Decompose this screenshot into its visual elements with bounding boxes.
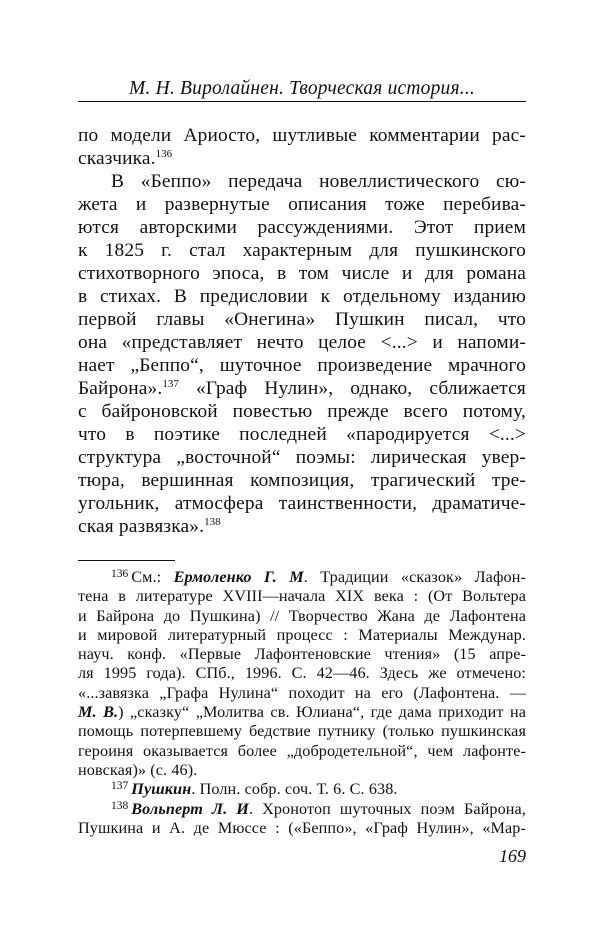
footnote-136-line: и мировой литературный процесс : Материалы Междунар. [78,625,526,644]
footnote-136-line [78,703,526,722]
footnote-number: 137 [111,780,129,793]
text-line: угольник, атмосфера таинственности, драматиче- [78,493,526,514]
footnote-text: . Полн. собр. соч. Т. 6. С. 638. [191,780,398,799]
text-line: первой главы «Онегина» Пушкин писал, что [78,309,526,330]
text-line: в стихах. В предисловии к отдельному изданию [78,286,526,307]
footnote-136-line: героиня оказывается более „добродетельной“, чем лафонте- [78,741,526,760]
footnote-text: . Хронотоп шуточных поэм Байрона, [248,799,526,818]
footnote-text: ) „сказку“ „Молитва св. Юлиана“, где дама приходит на [118,703,526,722]
text-line: она «представляет нечто целое <...> и напоми- [78,332,526,353]
text-line: что в поэтике последней «пародируется <...> [78,424,526,445]
footnote-136-line: тена в литературе XVIII—начала XIX века : (От Вольтера [78,587,526,606]
footnote-text: См.: [131,568,174,586]
page-number: 169 [499,846,526,866]
footnote-136-line: «...завязка „Графа Нулина“ походит на его (Лафонтена. — [78,683,526,702]
author-name: Ермоленко Г. М [173,568,304,586]
footnote-number: 136 [111,568,129,580]
footnote-136-line: ля 1995 года). СПб., 1996. С. 42—46. Здесь же отмечено: [78,664,526,683]
text-line [78,515,526,538]
text-line: структура „восточной“ поэмы: лирическая увер- [78,447,526,468]
footnote-136-line: помощь потерпевшему бедствие путнику (только пушкинская [78,722,526,741]
author-initials: М. В. [78,703,119,722]
text-line: ются авторскими рассуждениями. Этот прием [78,217,526,238]
line-text: Байрона». [78,378,163,399]
footnote-137-line [78,780,526,799]
footnote-136-line: новская)» (с. 46). [78,760,198,779]
footnote-ref-136[interactable]: 136 [155,148,173,160]
footnote-number: 138 [111,799,129,812]
text-line: с байроновской повестью прежде всего потому, [78,401,526,422]
author-name: Вольперт Л. И [131,799,249,818]
footnote-rule [78,560,175,561]
footnote-text: . Традиции «сказок» Лафон- [303,568,526,586]
text-line [78,377,526,400]
footnote-136-line [78,568,526,587]
text-line: жета и развернутые описания тоже перебива- [78,194,526,215]
footnote-136-line: и Байрона до Пушкина) // Творчество Жана де Лафонтена [78,606,526,625]
text-line: нает „Беппо“, шуточное произведение мрачного [78,355,526,376]
book-page [78,0,526,941]
line-text: ская развязка». [78,516,205,537]
text-line: В «Беппо» передача новеллистического сю- [111,171,526,192]
text-line: тюра, вершинная композиция, трагический тре- [78,470,526,491]
footnote-138-line: Пушкина и А. де Мюссе : («Беппо», «Граф Нулин», «Мар- [78,818,526,837]
header-rule [78,101,526,102]
footnote-ref-138[interactable]: 138 [204,516,221,528]
footnote-136-line: науч. конф. «Первые Лафонтеновские чтения» (15 апре- [78,645,526,664]
line-text: «Граф Нулин», однако, сближается [178,378,526,399]
footnotes [78,568,526,838]
main-text [78,124,526,538]
text-line: стихотворного эпоса, в том числе и для романа [78,263,526,284]
footnote-138-line [78,800,526,819]
text-line [78,147,526,170]
footnote-ref-137[interactable]: 137 [162,378,179,390]
line-text: сказчика. [78,148,156,169]
running-head: М. Н. Виролайнен. Творческая история... [129,78,475,99]
text-line: по модели Ариосто, шутливые комментарии рас- [78,125,526,146]
text-line: к 1825 г. стал характерным для пушкинского [78,240,526,261]
author-name: Пушкин [131,780,192,799]
